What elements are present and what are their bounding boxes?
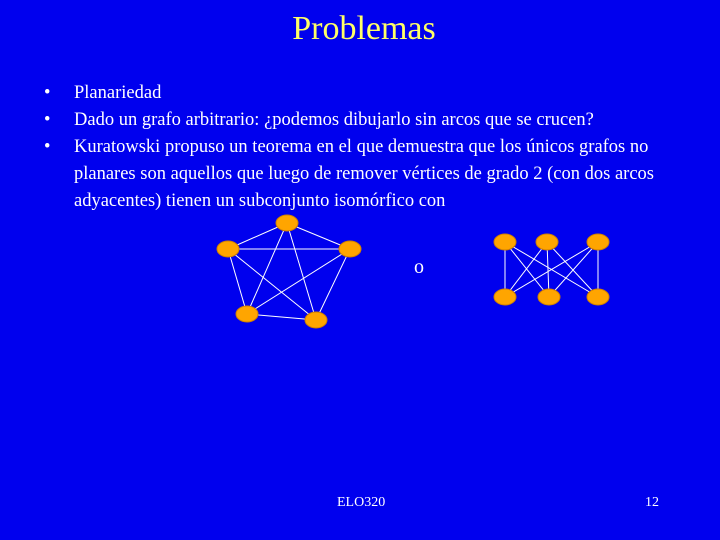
footer-course: ELO320 — [337, 495, 386, 510]
graph-node — [305, 312, 327, 328]
graph-node — [536, 234, 558, 250]
bullet-dot: • — [44, 137, 51, 157]
k5-edge — [287, 223, 316, 320]
k5-edges — [228, 223, 350, 320]
bullet-text: Kuratowski propuso un teorema en el que demuestra que los únicos grafos no planares son aquellos que luego de remover vértices de grado 2 (con dos arcos adyacentes) tienen un subconjunto isomórfico con — [74, 137, 654, 211]
bullet-dot: • — [44, 110, 51, 130]
graph-node — [587, 289, 609, 305]
connector-label: o — [414, 256, 424, 278]
bullet-dot: • — [44, 83, 51, 103]
graph-node — [494, 289, 516, 305]
graph-node — [587, 234, 609, 250]
graph-node — [236, 306, 258, 322]
graph-node — [339, 241, 361, 257]
k5-graph — [217, 215, 361, 328]
slide-title: Problemas — [292, 10, 436, 47]
graph-node — [494, 234, 516, 250]
graph-node — [538, 289, 560, 305]
graph-node — [217, 241, 239, 257]
k5-edge — [228, 249, 247, 314]
k5-edge — [247, 223, 287, 314]
k33-graph — [494, 234, 609, 305]
graph-node — [276, 215, 298, 231]
bullet-text: Dado un grafo arbitrario: ¿podemos dibujarlo sin arcos que se crucen? — [74, 110, 594, 130]
page-number: 12 — [645, 495, 659, 510]
bullet-text: Planariedad — [74, 83, 162, 103]
